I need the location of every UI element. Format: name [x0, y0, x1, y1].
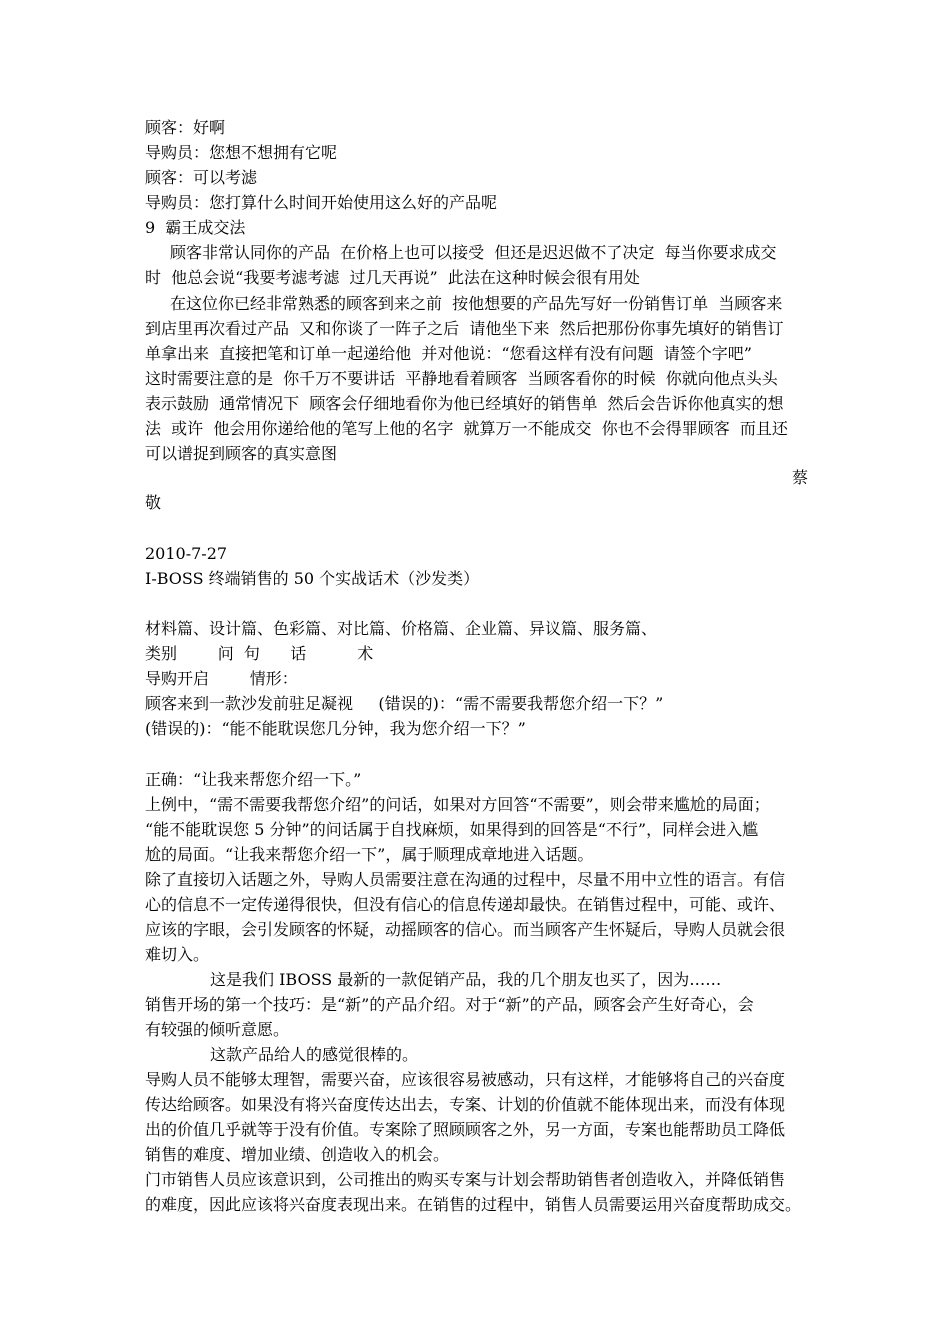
author-name-part: 敬	[145, 493, 162, 512]
paragraph-line: 有较强的倾听意愿。	[145, 1020, 290, 1039]
sales-script: 这款产品给人的感觉很棒的。	[210, 1045, 419, 1064]
paragraph-line: 上例中，“需不需要我帮您介绍”的问话，如果对方回答“不需要”，则会带来尴尬的局面；	[145, 795, 770, 814]
categories-line: 材料篇、设计篇、色彩篇、对比篇、价格篇、企业篇、异议篇、服务篇、	[145, 619, 658, 638]
table-header: 类别 问 句 话 术	[145, 644, 374, 663]
paragraph-line: 难切入。	[145, 945, 210, 964]
paragraph-line: 销售的难度、增加业绩、创造收入的机会。	[145, 1145, 450, 1164]
wrong-example: (错误的)：“能不能耽误您几分钟，我为您介绍一下？”	[145, 719, 526, 738]
dialogue-line: 导购员：您想不想拥有它呢	[145, 143, 338, 162]
paragraph-line: “能不能耽误您 5 分钟”的问话属于自找麻烦，如果得到的回答是“不行”，同样会进入尴	[145, 820, 759, 839]
paragraph-line: 销售开场的第一个技巧：是“新”的产品介绍。对于“新”的产品，顾客会产生好奇心，会	[145, 995, 754, 1014]
paragraph-line: 传达给顾客。如果没有将兴奋度传达出去，专案、计划的价值就不能体现出来，而没有体现	[145, 1095, 786, 1114]
document-title: I-BOSS 终端销售的 50 个实战话术（沙发类）	[145, 569, 480, 588]
paragraph-line: 的难度，因此应该将兴奋度表现出来。在销售的过程中，销售人员需要运用兴奋度帮助成交。	[145, 1195, 802, 1214]
paragraph-line: 到店里再次看过产品 又和你谈了一阵子之后 请他坐下来 然后把那份你事先填好的销售订	[145, 319, 784, 338]
paragraph-line: 心的信息不一定传递得很快，但没有信心的信息传递却最快。在销售过程中，可能、或许、	[145, 895, 786, 914]
paragraph-line: 导购人员不能够太理智，需要兴奋，应该很容易被感动，只有这样，才能够将自己的兴奋度	[145, 1070, 786, 1089]
paragraph-line: 尬的局面。“让我来帮您介绍一下”，属于顺理成章地进入话题。	[145, 845, 594, 864]
author-name-part: 蔡	[791, 468, 808, 487]
date: 2010-7-27	[145, 544, 228, 563]
dialogue-line: 顾客：好啊	[145, 118, 226, 137]
paragraph-line: 可以谱捉到顾客的真实意图	[145, 444, 338, 463]
paragraph-line: 法 或许 他会用你递给他的笔写上他的名字 就算万一不能成交 你也不会得罪顾客 而且还	[145, 419, 788, 438]
paragraph-line: 除了直接切入话题之外，导购人员需要注意在沟通的过程中，尽量不用中立性的语言。有信	[145, 870, 786, 889]
paragraph-line: 出的价值几乎就等于没有价值。专案除了照顾顾客之外，另一方面，专案也能帮助员工降低	[145, 1120, 786, 1139]
paragraph-line: 单拿出来 直接把笔和订单一起递给他 并对他说：“您看这样有没有问题 请签个字吧”	[145, 344, 752, 363]
sales-script: 这是我们 IBOSS 最新的一款促销产品，我的几个朋友也买了，因为……	[210, 970, 722, 989]
section-heading: 9 霸王成交法	[145, 218, 246, 237]
paragraph-line: 应该的字眼，会引发顾客的怀疑，动摇顾客的信心。而当顾客产生怀疑后，导购人员就会很	[145, 920, 786, 939]
paragraph-line: 表示鼓励 通常情况下 顾客会仔细地看你为他已经填好的销售单 然后会告诉你他真实的想	[145, 394, 784, 413]
correct-example: 正确：“让我来帮您介绍一下。”	[145, 770, 362, 789]
wrong-example: 顾客来到一款沙发前驻足凝视 (错误的)：“需不需要我帮您介绍一下？”	[145, 694, 664, 713]
dialogue-line: 导购员：您打算什么时间开始使用这么好的产品呢	[145, 193, 498, 212]
paragraph-line: 时 他总会说“我要考滤考滤 过几天再说” 此法在这种时候会很有用处	[145, 268, 640, 287]
paragraph-line: 这时需要注意的是 你千万不要讲话 平静地看着顾客 当顾客看你的时候 你就向他点头头	[145, 369, 778, 388]
scene-line: 导购开启 情形：	[145, 669, 298, 688]
paragraph-line: 门市销售人员应该意识到，公司推出的购买专案与计划会帮助销售者创造收入，并降低销售	[145, 1170, 786, 1189]
paragraph-line: 在这位你已经非常熟悉的顾客到来之前 按他想要的产品先写好一份销售订单 当顾客来	[170, 294, 783, 313]
dialogue-line: 顾客：可以考滤	[145, 168, 258, 187]
paragraph-line: 顾客非常认同你的产品 在价格上也可以接受 但还是迟迟做不了决定 每当你要求成交	[170, 243, 777, 262]
